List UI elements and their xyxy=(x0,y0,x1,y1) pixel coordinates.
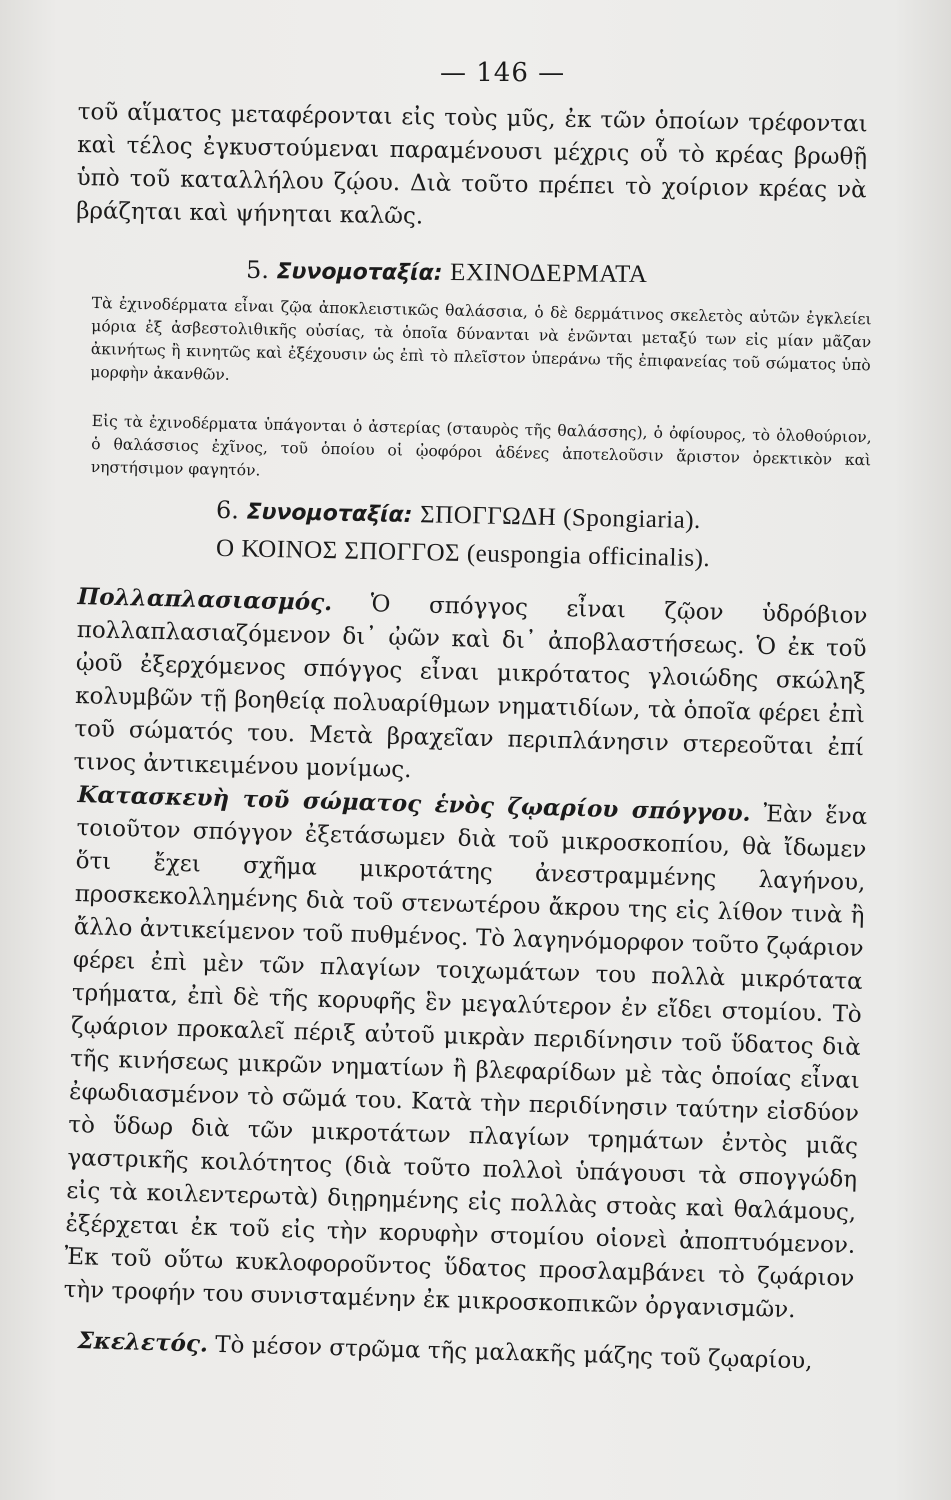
section-heading-echinoderms xyxy=(246,255,648,291)
section-title: ΕΧΙΝΟΔΕΡΜΑΤΑ xyxy=(449,259,648,289)
page-number: — 146 — xyxy=(440,58,566,88)
section-label: Συνομοταξία: xyxy=(276,259,443,286)
paragraph-lead: Πολλαπλασιασμός. xyxy=(77,582,333,617)
paragraph-echinoderms-examples xyxy=(91,410,872,495)
section-title: ΣΠΟΓΓΩΔΗ (Spongiaria). xyxy=(419,501,702,535)
paragraph-text: Τὸ μέσον στρῶμα τῆς μαλακῆς μάζης τοῦ ζῳαρίου, xyxy=(207,1331,813,1375)
paragraph-lead: Σκελετός. xyxy=(77,1326,209,1358)
paragraph-text: Ἐὰν ἕνα τοιοῦτον σπόγγον ἐξετάσωμεν διὰ τοῦ μικροσκοπίου, θὰ ἴδωμεν ὅτι ἔχει σχῆμα μικροτάτης ἀνεστραμμένης λαγήνου, προσκεκολλημένης διὰ τοῦ στενωτέρου ἄκρου της εἰς λίθον τινὰ ἢ ἄλλο ἀντικείμενον τοῦ πυθμένος. Τὸ λαγηνόμορφον τοῦτο ζῳάριον φέρει ἐπὶ μὲν τῶν πλαγίων τοιχωμάτων του πολλὰ μικρότατα τρήματα, ἐπὶ δὲ τῆς κορυφῆς ἓν μεγαλύτερον ἐν εἴδει στομίου. Τὸ ζῳάριον προκαλεῖ πέριξ αὐτοῦ μικρὰν περιδίνησιν τοῦ ὕδατος διὰ τῆς κινήσεως μικρῶν νηματίων ἢ βλεφαρίδων μὲ τὰς ὁποίας εἶναι ἐφωδιασμένον τὸ σῶμά του. Κατὰ τὴν περιδίνησιν ταύτην εἰσδύον τὸ ὕδωρ διὰ τῶν μικροτάτων πλαγίων τρημάτων ἐντὸς μιᾶς γαστρικῆς κοιλότητος (διὰ τοῦτο πολλοὶ ὑπάγουσι τὰ σπογγώδη εἰς τὰ κοιλεντερωτὰ) διῃρημένης εἰς πολλὰς στοὰς καὶ θαλάμους, ἐξέρχεται ἐκ τοῦ εἰς τὴν κορυφὴν στομίου οἱονεὶ ἀποπτυόμενον. Ἐκ τοῦ οὕτω κυκλοφοροῦντος ὕδατος προσλαμβάνει τὸ ζῳάριον τὴν τροφήν του συνισταμένην ἐκ μικροσκοπικῶν ὀργανισμῶν. xyxy=(63,800,868,1324)
section-number: 5. xyxy=(245,255,270,285)
paragraph-lead: Κατασκευὴ τοῦ σώματος ἑνὸς ζῳαρίου σπόγγου. xyxy=(77,780,751,827)
section-number: 6. xyxy=(215,495,240,525)
section-heading-sponges xyxy=(216,495,701,537)
paragraph-text: Ὁ σπόγγος εἶναι ζῷον ὑδρόβιον πολλαπλασιαζόμενον δι᾽ ᾠῶν καὶ δι᾽ ἀποβλαστήσεως. Ὁ ἐκ τοῦ ᾠοῦ ἐξερχόμενος σπόγγος εἶναι μικρότατος γλοιώδης σκώληξ κολυμβῶν τῇ βοηθείᾳ πολυαρίθμων νηματιδίων, τὰ ὁποῖα φέρει ἐπὶ τοῦ σώματός του. Μετὰ βραχεῖαν περιπλάνησιν στερεοῦται ἐπί τινος ἀντικειμένου μονίμως. xyxy=(73,590,868,784)
paragraph-body-structure xyxy=(63,778,867,1329)
subheading-common-sponge xyxy=(216,533,711,574)
paragraph-text: Εἰς τὰ ἐχινοδέρματα ὑπάγονται ὁ ἀστερίας (σταυρὸς τῆς θαλάσσης), ὁ ὀφίουρος, τὸ ὁλοθούριον, ὁ θαλάσσιος ἐχῖνος, τοῦ ὁποίου οἱ ᾠοφόροι ἀδένες ἀποτελοῦσιν ἄριστον ὀρεκτικὸν καὶ νηστήσιμον φαγητόν. xyxy=(90,411,872,480)
subheading-title: Ο ΚΟΙΝΟΣ ΣΠΟΓΓΟΣ (euspongia officinalis). xyxy=(215,534,711,573)
paragraph-text: τοῦ αἵματος μεταφέρονται εἰς τοὺς μῦς, ἐκ τῶν ὁποίων τρέφονται καὶ τέλος ἐγκυστούμεναι παραμένουσι μέχρις οὗ τὸ κρέας βρωθῇ ὑπὸ τοῦ καταλλήλου ζῴου. Διὰ τοῦτο πρέπει τὸ χοίριον κρέας νὰ βράζηται καὶ ψήνηται καλῶς. xyxy=(75,98,868,230)
section-label: Συνομοταξία: xyxy=(246,499,413,529)
paragraph-trichina-end xyxy=(76,96,868,240)
paragraph-skeleton xyxy=(77,1324,868,1380)
paragraph-text: Τὰ ἐχινοδέρματα εἶναι ζῷα ἀποκλειστικῶς θαλάσσια, ὁ δὲ δερμάτινος σκελετὸς αὐτῶν ἐγκλείει μόρια ἐξ ἀσβεστολιθικῆς οὐσίας, τὰ ὁποῖα δύνανται νὰ ἑνῶνται μεταξύ των εἰς μίαν μᾶζαν ἀκινήτως ἢ κινητῶς καὶ ἐξέχουσιν ὡς ἐπὶ τὸ πλεῖστον ὑπεράνω τῆς ἐπιφανείας τοῦ σώματος ὑπὸ μορφὴν ἀκανθῶν. xyxy=(90,293,872,384)
paragraph-reproduction xyxy=(73,580,868,798)
paragraph-echinoderms-description xyxy=(90,292,872,400)
